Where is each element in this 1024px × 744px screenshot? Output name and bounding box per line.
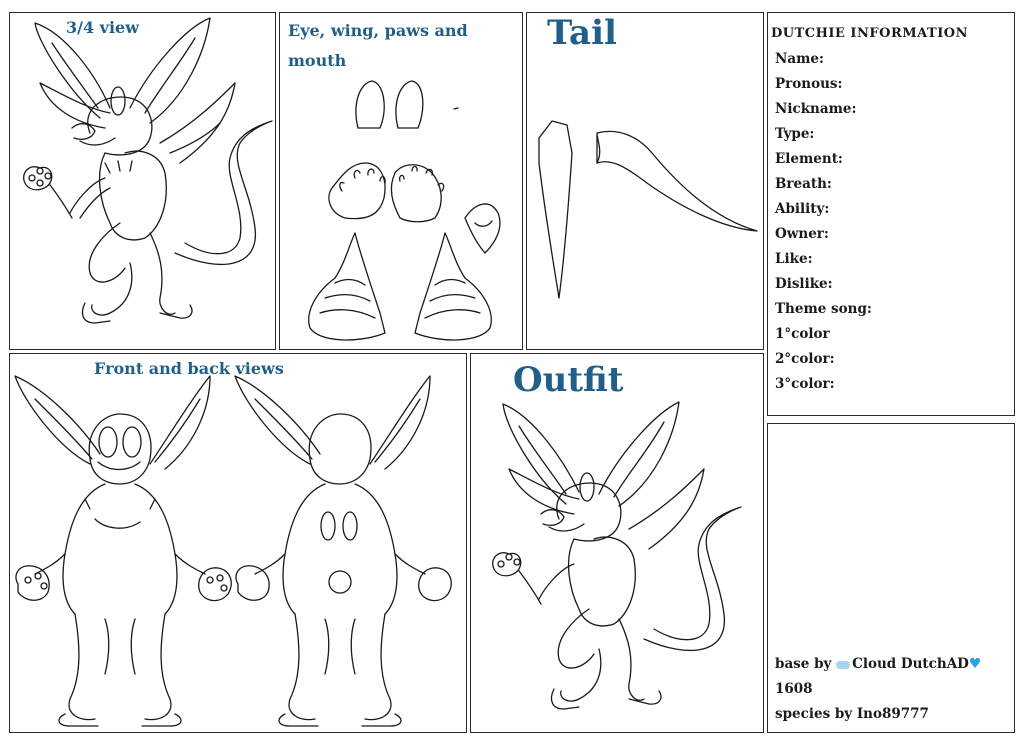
front-right-ear <box>150 376 210 469</box>
info-field-like: Like: <box>775 251 813 267</box>
left-wing-drawing <box>309 233 385 340</box>
right-paw-drawing <box>391 165 441 222</box>
outfit-panel <box>470 353 764 733</box>
parts-drawing <box>280 13 523 350</box>
front-back-views-panel <box>9 353 467 733</box>
info-field-color-2: 2°color: <box>775 351 835 367</box>
info-field-nickname: Nickname: <box>775 101 857 117</box>
tail-drawing <box>527 13 764 350</box>
info-field-ability: Ability: <box>775 201 830 217</box>
blue-heart-icon: ♥ <box>968 656 982 672</box>
front-left-ear <box>15 376 100 464</box>
right-wing-drawing <box>415 233 491 340</box>
outfit-creature-drawing <box>471 354 764 733</box>
info-field-list <box>775 49 872 399</box>
back-right-paw <box>419 568 452 601</box>
back-right-ear <box>370 376 430 469</box>
eye-wing-paws-mouth-panel <box>279 12 523 350</box>
right-eye-drawing <box>396 81 423 128</box>
info-field-name: Name: <box>775 51 824 67</box>
tail-panel <box>526 12 764 350</box>
front-back-views-label: Front and back views <box>94 359 284 378</box>
front-right-paw <box>199 568 232 601</box>
info-field-type: Type: <box>775 126 815 142</box>
credits-panel <box>767 423 1015 733</box>
info-field-dislike: Dislike: <box>775 276 833 292</box>
three-quarter-view-panel <box>9 12 276 350</box>
credit-base-by: base by <box>775 656 832 672</box>
dutchie-information-panel <box>767 12 1015 416</box>
info-field-color-3: 3°color: <box>775 376 835 392</box>
parts-label-line2: mouth <box>288 51 347 70</box>
credit-species-by: species by Ino89777 <box>775 706 929 722</box>
outfit-label: Outfit <box>513 360 624 400</box>
info-field-element: Element: <box>775 151 843 167</box>
front-back-drawing <box>10 354 467 733</box>
credit-base-line <box>775 652 981 677</box>
info-title: DUTCHIE INFORMATION <box>771 26 968 41</box>
left-paw-drawing <box>329 163 385 219</box>
info-field-pronous: Pronous: <box>775 76 843 92</box>
info-field-theme-song: Theme song: <box>775 301 872 317</box>
info-field-color-1: 1°color <box>775 326 830 342</box>
left-eye-drawing <box>356 81 384 128</box>
info-field-owner: Owner: <box>775 226 829 242</box>
back-head <box>309 414 371 484</box>
credit-base-number: 1608 <box>775 681 813 697</box>
front-body <box>63 484 177 614</box>
three-quarter-creature-drawing <box>10 13 276 350</box>
info-field-breath: Breath: <box>775 176 832 192</box>
tail-label: Tail <box>547 13 617 53</box>
credit-base-author: Cloud DutchAD <box>852 656 969 672</box>
mouth-drawing <box>465 204 500 253</box>
tail-front-drawing <box>539 121 572 298</box>
back-left-paw <box>236 566 269 601</box>
three-quarter-view-label: 3/4 view <box>66 18 140 37</box>
tail-side-drawing <box>597 131 757 231</box>
parts-label-line1: Eye, wing, paws and <box>288 21 468 40</box>
front-head <box>89 414 151 484</box>
cloud-icon <box>836 661 850 669</box>
credits-block <box>775 652 981 727</box>
back-body <box>283 484 397 614</box>
back-left-ear <box>235 376 320 464</box>
